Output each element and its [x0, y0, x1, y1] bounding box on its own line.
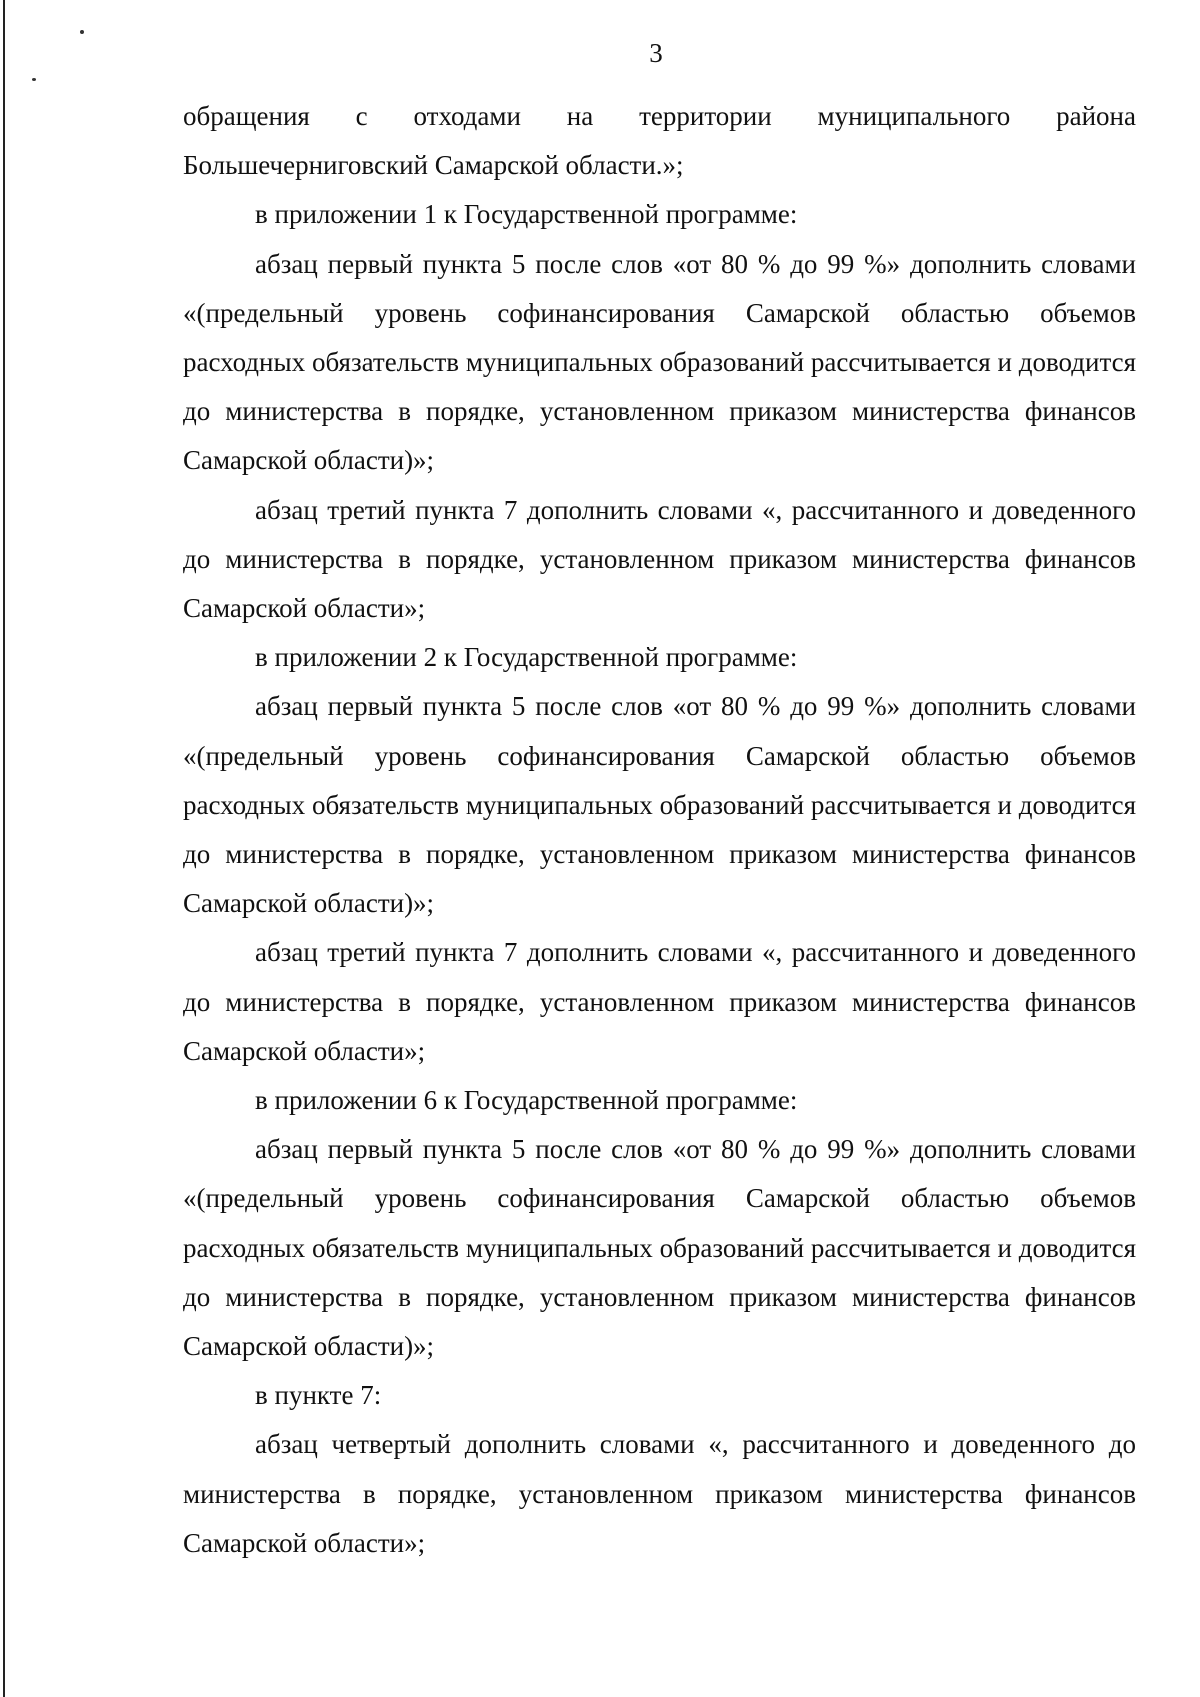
paragraph: абзац первый пункта 5 после слов «от 80 % до 99 %» дополнить словами «(предельный уровень софинансирования Самарской областью объемов расходных обязательств муниципальных образований рассчитывается и доводится до министерства в порядке, установленном приказом министерства финансов Самарской области)»;	[183, 1134, 1136, 1362]
scan-edge-line	[3, 0, 5, 1697]
paragraph: абзац первый пункта 5 после слов «от 80 % до 99 %» дополнить словами «(предельный уровень софинансирования Самарской областью объемов расходных обязательств муниципальных образований рассчитывается и доводится до министерства в порядке, установленном приказом министерства финансов Самарской области)»;	[183, 248, 1136, 476]
paragraph: в пункте 7:	[255, 1380, 382, 1411]
scan-speck	[80, 30, 84, 34]
paragraph: в приложении 1 к Государственной программе:	[255, 199, 798, 230]
paragraph: абзац третий пункта 7 дополнить словами «, рассчитанного и доведенного до министерства в порядке, установленном приказом министерства финансов Самарской области»;	[183, 494, 1136, 624]
page-number: 3	[649, 38, 663, 68]
paragraph: в приложении 6 к Государственной программе:	[255, 1085, 798, 1116]
paragraph: обращения с отходами на территории муниципального района Большечерниговский Самарской области.»;	[183, 101, 1136, 181]
scan-speck	[32, 78, 36, 81]
paragraph: абзац первый пункта 5 после слов «от 80 % до 99 %» дополнить словами «(предельный уровень софинансирования Самарской областью объемов расходных обязательств муниципальных образований рассчитывается и доводится до министерства в порядке, установленном приказом министерства финансов Самарской области)»;	[183, 691, 1136, 919]
paragraph: в приложении 2 к Государственной программе:	[255, 642, 798, 673]
paragraph: абзац третий пункта 7 дополнить словами «, рассчитанного и доведенного до министерства в порядке, установленном приказом министерства финансов Самарской области»;	[183, 937, 1136, 1066]
paragraph: абзац четвертый дополнить словами «, рассчитанного и доведенного до министерства в порядке, установленном приказом министерства финансов Самарской области»;	[183, 1429, 1136, 1558]
document-body	[183, 92, 1136, 1568]
